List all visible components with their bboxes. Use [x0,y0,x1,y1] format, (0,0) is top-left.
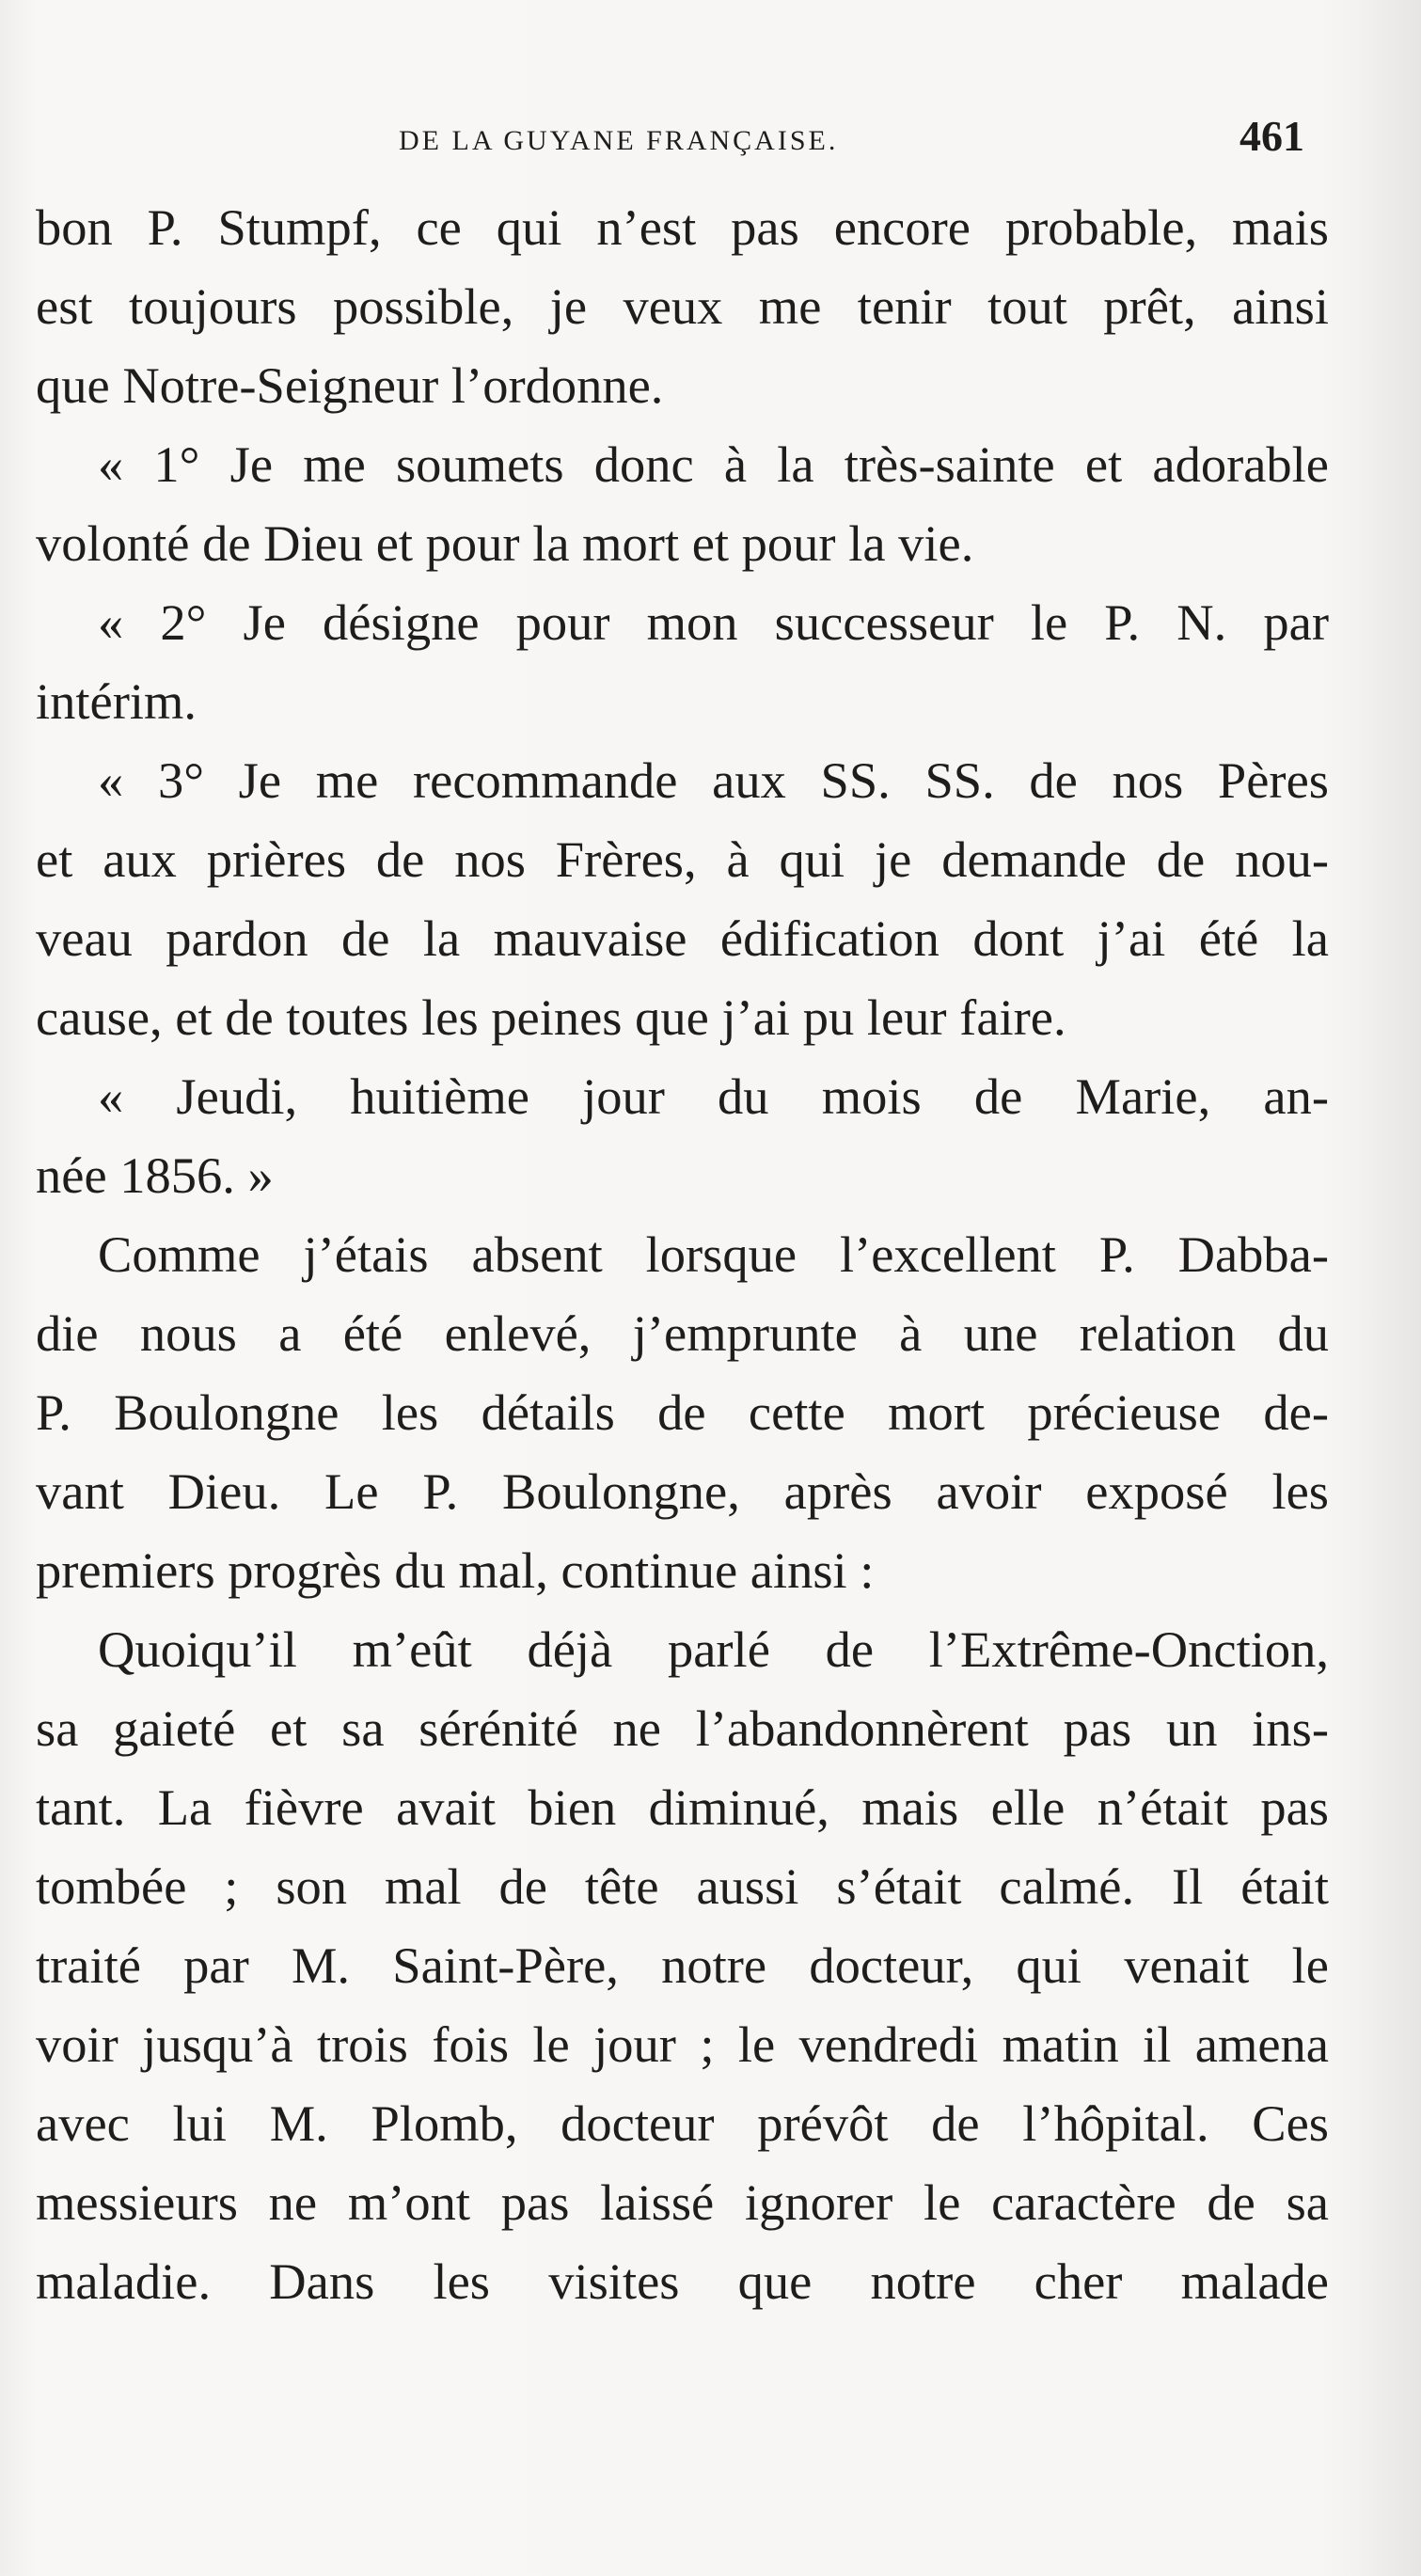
text-line: vant Dieu. Le P. Boulongne, après avoir exposé les [36,1462,1329,1520]
page-number: 461 [1239,112,1304,160]
text-line: tombée ; son mal de tête aussi s’était calmé. Il était [36,1857,1329,1915]
text-line: premiers progrès du mal, continue ainsi : [36,1541,875,1599]
running-title: DE LA GUYANE FRANÇAISE. [399,125,839,156]
text-line: voir jusqu’à trois fois le jour ; le vendredi matin il amena [36,2015,1329,2073]
running-head [399,123,838,158]
text-line: traité par M. Saint-Père, notre docteur, qui venait le [36,1936,1329,1994]
text-line: intérim. [36,672,197,730]
text-line: sa gaieté et sa sérénité ne l’abandonnèrent pas un ins- [36,1699,1329,1757]
text-line: bon P. Stumpf, ce qui n’est pas encore probable, mais [36,198,1329,256]
text-line: die nous a été enlevé, j’emprunte à une relation du [36,1304,1329,1362]
text-line: « Jeudi, huitième jour du mois de Marie, an- [98,1067,1329,1125]
text-line: veau pardon de la mauvaise édification dont j’ai été la [36,909,1329,967]
text-line: cause, et de toutes les peines que j’ai pu leur faire. [36,988,1066,1046]
text-line: volonté de Dieu et pour la mort et pour la vie. [36,514,974,572]
text-line: et aux prières de nos Frères, à qui je demande de nou- [36,830,1329,888]
page-edge-shadow [1355,0,1421,2576]
text-line: Comme j’étais absent lorsque l’excellent P. Dabba- [98,1225,1329,1283]
text-line: « 3° Je me recommande aux SS. SS. de nos Pères [98,751,1329,809]
text-line: « 1° Je me soumets donc à la très-sainte et adorable [98,435,1329,493]
text-line: messieurs ne m’ont pas laissé ignorer le caractère de sa [36,2173,1329,2231]
text-line: avec lui M. Plomb, docteur prévôt de l’hôpital. Ces [36,2094,1329,2152]
text-line: maladie. Dans les visites que notre cher malade [36,2252,1329,2310]
text-line: née 1856. » [36,1146,274,1204]
text-line: « 2° Je désigne pour mon successeur le P. N. par [98,593,1329,651]
text-line: Quoiqu’il m’eût déjà parlé de l’Extrême-Onction, [98,1620,1329,1678]
text-line: que Notre-Seigneur l’ordonne. [36,356,664,414]
text-line: tant. La fièvre avait bien diminué, mais elle n’était pas [36,1778,1329,1836]
text-line: P. Boulongne les détails de cette mort précieuse de- [36,1383,1329,1441]
text-line: est toujours possible, je veux me tenir tout prêt, ainsi [36,277,1329,335]
